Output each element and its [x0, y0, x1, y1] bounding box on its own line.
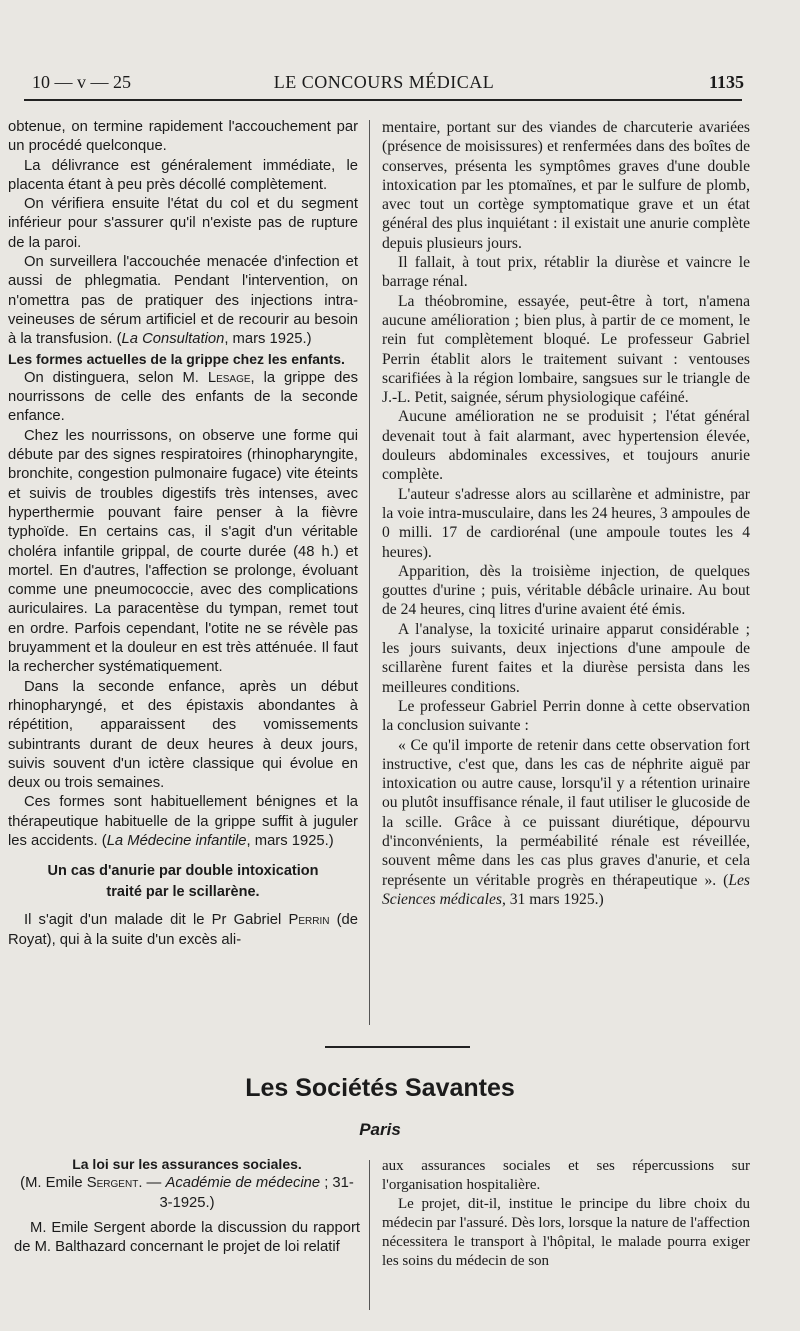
bottom-left-column — [14, 1155, 360, 1257]
article-heading: La loi sur les assurances sociales. — [72, 1156, 302, 1172]
paragraph: Il s'agit d'un malade dit le Pr Gabriel Perrin (de Royat), qui à la suite d'un excès ali- — [8, 912, 359, 948]
source-citation: Académie de médecine — [165, 1175, 321, 1192]
paragraph: Dans la seconde enfance, après un début rhinopharyngé, et des épistaxis abondantes à répétition, apparaissent des vomissements subintrants durant de deux heures à deux jours, suivis souvent d'un ictère classique qui évolue en deux ou trois semaines. — [8, 678, 358, 792]
bottom-right-column — [382, 1157, 750, 1271]
column-divider — [369, 120, 370, 1025]
paragraph: Le projet, dit-il, institue le principe du libre choix du médecin par l'assuré. Dès lors, lorsque la nature de l'affection nécessitera le transport à l'hôpital, le malade pourra exiger les soins du médecin de son — [382, 1196, 750, 1269]
paragraph: Il fallait, à tout prix, rétablir la diurèse et vaincre le barrage rénal. — [382, 254, 750, 291]
paragraph: La théobromine, essayée, peut-être à tort, n'amena aucune amélioration ; bien plus, à partir de ce moment, le rein fut complètement bloqué. Le professeur Gabriel Perrin établit alors le traitement suivant : ventouses scarifiées à la région lombaire, sangsues sur le triangle de J.-L. Petit, saignée, sérum physiologique caféiné. — [382, 292, 750, 407]
reference-line: (M. Emile Sergent. — Académie de médecine ; 31-3-1925.) — [20, 1175, 354, 1211]
source-citation: La Consultation — [121, 331, 225, 348]
paragraph: Apparition, dès la troisième injection, de quelques gouttes d'urine ; puis, véritable débâcle urinaire. Au bout de 24 heures, cinq litres d'urine avaient été émis. — [382, 562, 750, 619]
paragraph: Chez les nourrissons, on observe une forme qui débute par des signes respiratoires (rhinopharyngite, bronchite, congestion pulmonaire fugace) vite éteints et suivis de troubles digestifs très intenses, avec hyperthermie pouvant faire penser à la fièvre typhoïde. En certains cas, il s'agit d'un véritable choléra infantile grippal, de courte durée (48 h.) et mortel. En d'autres, l'affection se prolonge, évoluant comme une pneumococcie, avec des complications auriculaires. La paracentèse du tympan, remet tout en ordre. Parfois cependant, l'otite ne se révèle pas bruyamment et la douleur en est très atténuée. Il faut la rechercher systématiquement. — [8, 427, 358, 676]
section-rule — [325, 1046, 470, 1048]
paragraph: On distinguera, selon M. Lesage, la grippe des nourrissons de celle des enfants de la seconde enfance. — [8, 369, 358, 425]
paragraph: La délivrance est généralement immédiate, le placenta étant à peu près décollé complètement. — [8, 157, 358, 193]
paragraph: aux assurances sociales et ses répercussions sur l'organisation hospitalière. — [382, 1158, 750, 1193]
paragraph: mentaire, portant sur des viandes de charcuterie avariées (présence de moisissures) et renfermées dans des boîtes de conserves, présenta les symptômes graves d'une double intoxication par les ptomaïnes, et par le sulfure de plomb, avec tout un cortège symptomatique grave et un état général des plus inquiétant : il existait une anurie complète depuis plusieurs jours. — [382, 119, 750, 252]
right-column — [382, 118, 750, 909]
paragraph: A l'analyse, la toxicité urinaire apparut considérable ; les jours suivants, deux injections d'une ampoule de scillarène furent faites et la diurèse persista dans les meilleures conditions. — [382, 620, 750, 696]
issue-date: 10 — v — 25 — [32, 72, 131, 92]
section-title: Les Sociétés Savantes — [245, 1074, 515, 1102]
page-number: 1135 — [708, 72, 744, 92]
source-citation: La Médecine infantile — [106, 832, 247, 849]
paragraph: « Ce qu'il importe de retenir dans cette observation fort instructive, c'est que, dans les cas de néphrite aiguë par intoxication ou autre cause, lorsqu'il y a rétention urinaire ou plutôt insuffisance rénale, il faut utiliser le glucoside de la scille. Grâce à ce puissant diurétique, dépourvu d'inconvénients, la perméabilité rénale est réveillée, souvent même dans les cas plus graves d'anurie, et cela représente un véritable progrès en thérapeutique ». (Les Sciences médicales, 31 mars 1925.) — [382, 736, 750, 908]
author-name: Perrin — [288, 912, 330, 929]
author-name: Sergent — [86, 1175, 139, 1192]
author-name: Lesage — [207, 369, 251, 386]
header-rule — [24, 99, 742, 101]
paragraph: On vérifiera ensuite l'état du col et du segment inférieur pour s'assurer qu'il n'existe pas de rupture de la paroi. — [8, 196, 358, 251]
article-heading: Les formes actuelles de la grippe chez les enfants. — [8, 350, 345, 367]
paragraph: Aucune amélioration ne se produisit ; l'état général devenait tout à fait alarmant, avec hypertension élevée, douleurs abdominales excessives, et toujours anurie complète. — [382, 408, 750, 484]
column-divider — [369, 1160, 370, 1310]
paragraph: On surveillera l'accouchée menacée d'infection et aussi de phlegmatia. Pendant l'intervention, on n'omettra pas de pratiquer des injections intra-veineuses de sérum artificiel et de recourir au besoin à la transfusion. (La Consultation, mars 1925.) — [8, 254, 358, 348]
section-subtitle: Paris — [359, 1120, 401, 1139]
source-citation: Les Sciences médicales — [382, 871, 750, 908]
article-heading: Un cas d'anurie par double intoxication traité par le scillarène. — [47, 863, 319, 901]
running-header — [24, 72, 744, 98]
paragraph: obtenue, on termine rapidement l'accouchement par un procédé quelconque. — [8, 119, 358, 155]
left-column — [8, 118, 358, 950]
journal-title: LE CONCOURS MÉDICAL — [273, 72, 495, 92]
paragraph: Le professeur Gabriel Perrin donne à cette observation la conclusion suivante : — [382, 697, 750, 735]
paragraph: Ces formes sont habituellement bénignes et la thérapeutique habituelle de la grippe suffit à juguler les accidents. (La Médecine infantile, mars 1925.) — [8, 794, 358, 849]
paragraph: L'auteur s'adresse alors au scillarène et administre, par la voie intra-musculaire, dans les 24 heures, 3 ampoules de 0 milli. 17 de cardiorénal (une ampoule toutes les 4 heures). — [382, 485, 750, 561]
paragraph: M. Emile Sergent aborde la discussion du rapport de M. Balthazard concernant le projet de loi relatif — [14, 1219, 360, 1256]
